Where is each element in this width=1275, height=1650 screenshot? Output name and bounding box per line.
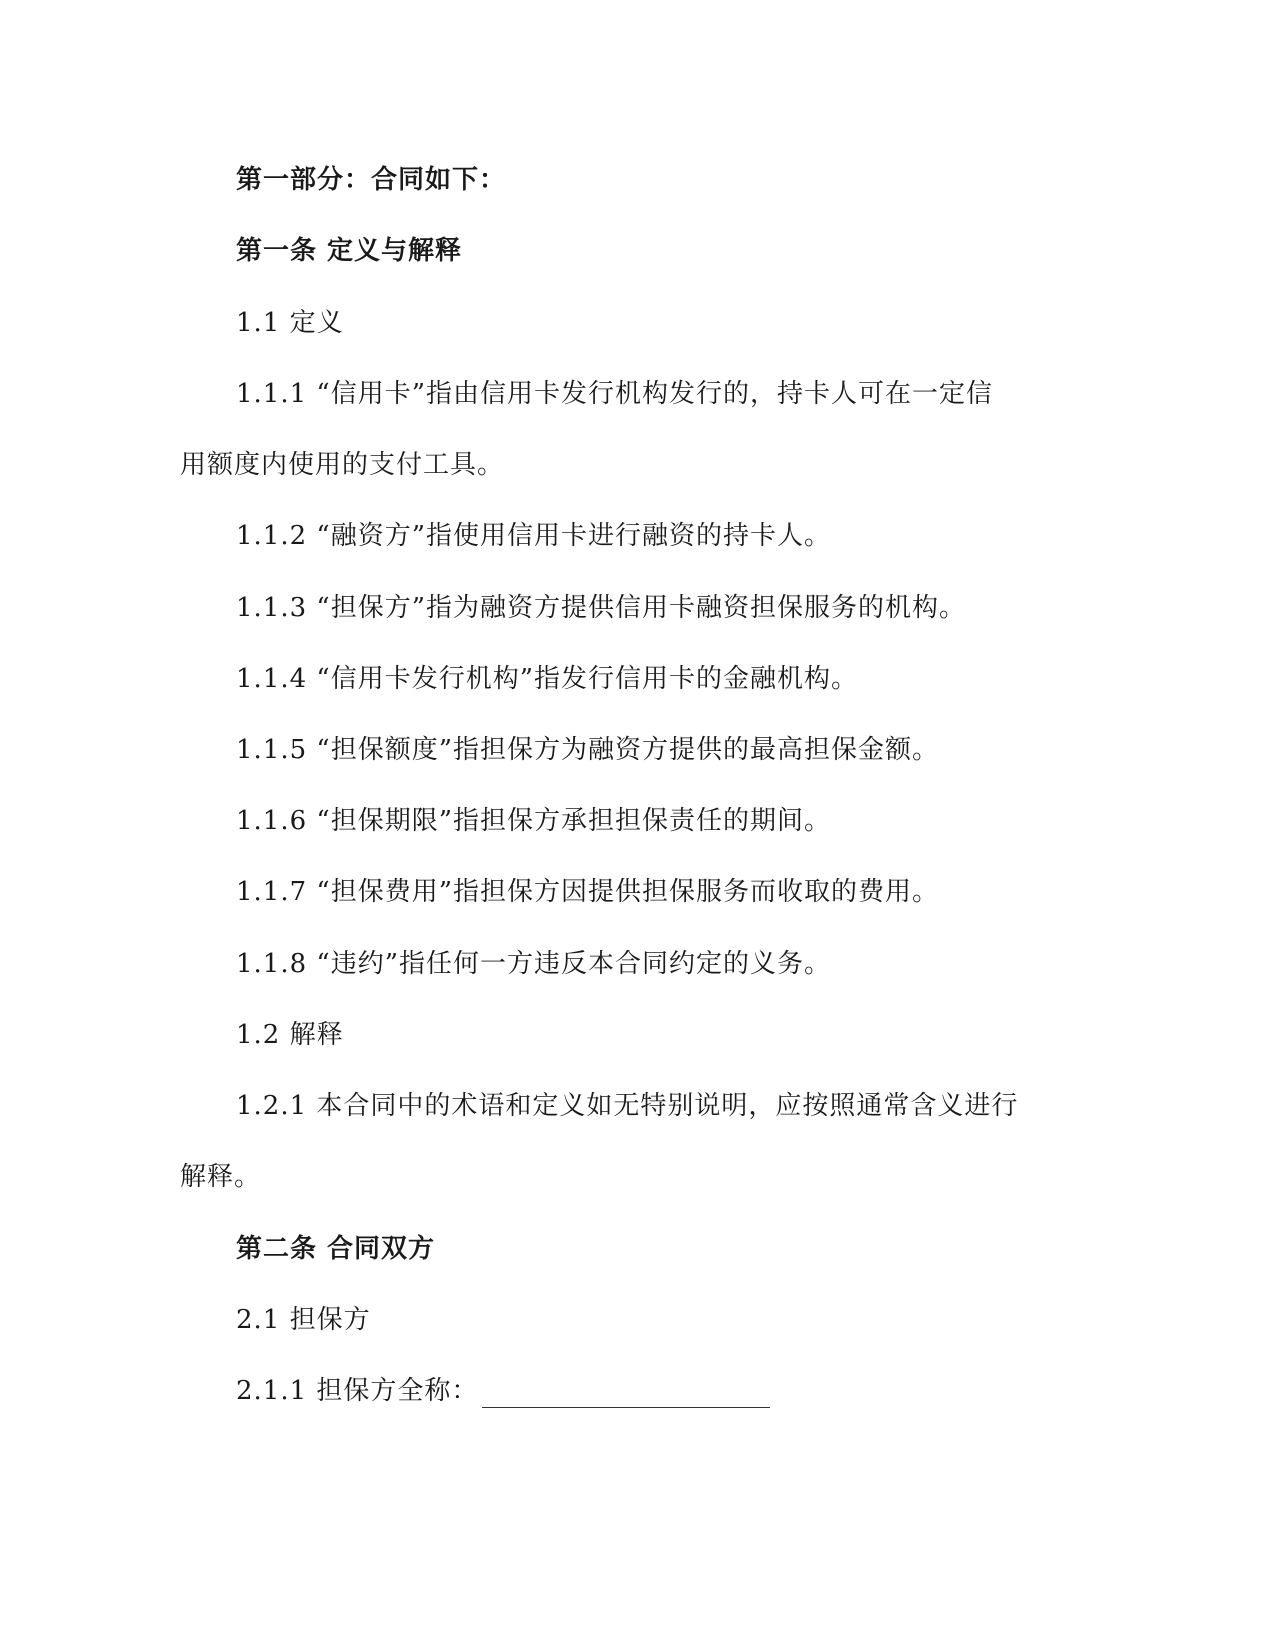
section-2-1-heading: 2.1 担保方 bbox=[236, 1305, 371, 1335]
guarantor-name-label: 2.1.1 担保方全称： bbox=[236, 1376, 479, 1406]
article-2-title: 第二条 合同双方 bbox=[236, 1234, 436, 1264]
definition-1-1-8: 1.1.8 “违约”指任何一方违反本合同约定的义务。 bbox=[236, 949, 832, 979]
section-1-2-heading: 1.2 解释 bbox=[236, 1020, 344, 1050]
definition-1-1-5: 1.1.5 “担保额度”指担保方为融资方提供的最高担保金额。 bbox=[236, 735, 940, 765]
guarantor-name-blank[interactable] bbox=[482, 1379, 770, 1408]
article-1-title: 第一条 定义与解释 bbox=[236, 236, 463, 266]
interpretation-1-2-1: 1.2.1 本合同中的术语和定义如无特别说明，应按照通常含义进行 bbox=[236, 1091, 1019, 1121]
interpretation-1-2-1-continued: 解释。 bbox=[180, 1162, 262, 1192]
definition-1-1-1: 1.1.1 “信用卡”指由信用卡发行机构发行的，持卡人可在一定信 bbox=[236, 379, 994, 409]
definition-1-1-2: 1.1.2 “融资方”指使用信用卡进行融资的持卡人。 bbox=[236, 521, 832, 551]
guarantor-name-field bbox=[236, 1374, 770, 1408]
definition-1-1-7: 1.1.7 “担保费用”指担保方因提供担保服务而收取的费用。 bbox=[236, 877, 940, 907]
definition-1-1-6: 1.1.6 “担保期限”指担保方承担担保责任的期间。 bbox=[236, 806, 832, 836]
section-1-1-heading: 1.1 定义 bbox=[236, 308, 344, 338]
definition-1-1-1-continued: 用额度内使用的支付工具。 bbox=[180, 450, 505, 480]
definition-1-1-4: 1.1.4 “信用卡发行机构”指发行信用卡的金融机构。 bbox=[236, 664, 859, 694]
definition-1-1-3: 1.1.3 “担保方”指为融资方提供信用卡融资担保服务的机构。 bbox=[236, 593, 967, 623]
part-title: 第一部分：合同如下： bbox=[236, 165, 507, 195]
